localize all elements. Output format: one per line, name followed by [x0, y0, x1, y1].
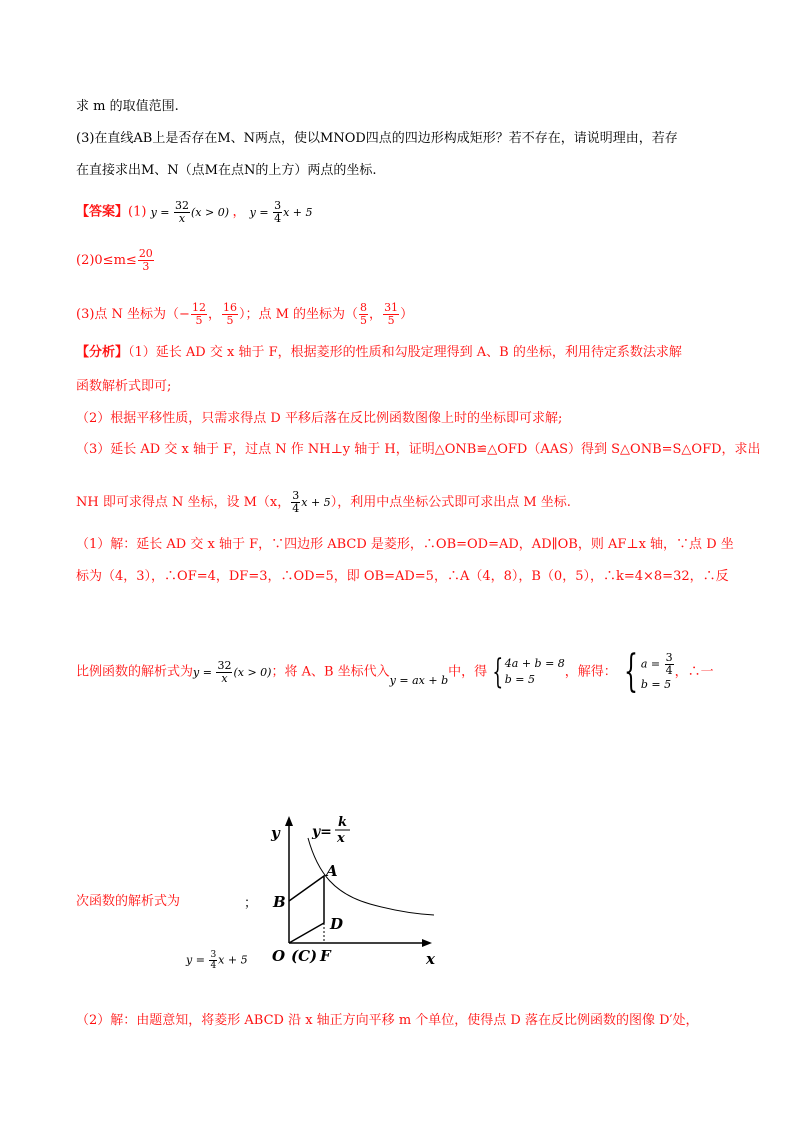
problem-line-2: (3)在直线AB上是否存在M、N两点，使以MNOD四点的四边形构成矩形？若不存在，请说明理由，若存	[76, 131, 678, 146]
solution-inverse-function	[193, 659, 272, 685]
left-brace-icon: {	[492, 652, 504, 692]
frac-den: 4	[292, 502, 300, 515]
frac-den: x	[178, 212, 186, 225]
solution-b: b = 5	[640, 677, 672, 691]
frac-den: x	[221, 672, 228, 685]
frac-den: 4	[665, 663, 673, 677]
fraction-8-5	[359, 302, 368, 327]
frac-num: 12	[191, 301, 206, 314]
fraction-32-x	[216, 660, 232, 685]
analysis-p2: （2）根据平移性质，只需求得点 D 平移后落在反比例函数图像上时的坐标即可求解;	[76, 411, 563, 426]
curve-label-den: x	[337, 831, 345, 846]
answer-part3-text-a: (3)点 N 坐标为（−	[76, 307, 190, 322]
curve-label-prefix: y=	[312, 824, 332, 840]
fraction-3-4	[209, 950, 217, 971]
analysis-label: 【分析】	[76, 345, 129, 360]
solution-s3-text-b: ；将 A、B 坐标代入	[271, 664, 390, 680]
answer-part-1	[76, 200, 313, 225]
y-axis-arrow-icon	[285, 816, 293, 826]
x-axis-arrow-icon	[422, 939, 432, 947]
frac-den: 5	[195, 314, 203, 327]
label-f: F	[320, 947, 331, 965]
frac-den: 4	[274, 212, 282, 225]
solution-a-lhs: a =	[640, 657, 661, 670]
problem-line-1: 求 m 的取值范围.	[76, 99, 179, 114]
analysis-p3b-text-b: ），利用中点坐标公式即可求出点 M 坐标.	[330, 495, 571, 510]
eq-tail: x + 5	[301, 496, 331, 509]
solution-s1: （1）解：延长 AD 交 x 轴于 F，∵四边形 ABCD 是菱形，∴OB=OD=AD，AD∥OB，则 AF⊥x 轴，∵点 D 坐	[76, 537, 734, 552]
answer-part2-text: (2)0≤m≤	[76, 253, 137, 268]
solution-s4	[76, 893, 180, 911]
left-brace-icon: {	[623, 646, 638, 697]
solution-s3-text-e: ，∴一	[674, 664, 714, 680]
fraction-12-5	[191, 302, 207, 327]
answer-part3-text-b: ）；点 M 的坐标为（	[238, 307, 359, 322]
solution-s2: 标为（4，3），∴OF=4，DF=3，∴OD=5，即 OB=AD=5，∴A（4，8），B（0，5），∴k=4×8=32，∴反	[76, 569, 729, 584]
solution-s3	[76, 646, 714, 697]
coordinate-figure	[260, 812, 450, 972]
label-b: B	[273, 893, 286, 911]
answer-linear-function	[249, 199, 313, 225]
eq-tail: x + 5	[218, 953, 248, 967]
frac-num: 32	[175, 199, 190, 212]
frac-num: 3	[292, 489, 300, 502]
frac-num: 20	[138, 247, 153, 260]
solution-s3-text-d: ，解得：	[564, 664, 617, 680]
system-eq-2: b = 5	[504, 673, 536, 686]
eq-condition: (x > 0)	[191, 205, 230, 219]
answer-part-2	[76, 248, 155, 273]
frac-den: 5	[387, 314, 395, 327]
frac-den: 4	[210, 961, 217, 971]
analysis-p3b	[76, 490, 571, 515]
solution-linear-function	[186, 950, 248, 971]
frac-num: 16	[222, 301, 237, 314]
eq-condition: (x > 0)	[233, 665, 272, 679]
answer-inverse-function	[150, 199, 233, 225]
label-d: D	[330, 915, 344, 933]
label-a: A	[326, 862, 338, 880]
frac-num: 32	[217, 659, 232, 672]
analysis-p1	[76, 344, 682, 362]
frac-num: 3	[210, 950, 217, 960]
solution-s4-semicolon: ；	[244, 896, 258, 911]
equation-system	[487, 652, 565, 692]
eq-lhs: y =	[186, 953, 205, 967]
answer-label: 【答案】	[76, 204, 129, 220]
analysis-p1-text: （1）延长 AD 交 x 轴于 F，根据菱形的性质和勾股定理得到 A、B 的坐标，利用待定系数法求解	[128, 345, 682, 360]
label-y: y	[271, 824, 280, 842]
curve-label-num: k	[338, 815, 348, 830]
analysis-p3: （3）延长 AD 交 x 轴于 F，过点 N 作 NH⊥y 轴于 H，证明△ONB≌△OFD（AAS）得到 S△ONB=S△OFD，求出	[76, 442, 761, 457]
answer-part-3	[76, 302, 413, 327]
frac-den: 5	[226, 314, 234, 327]
fraction-3-4	[291, 490, 300, 515]
solution-s3-text-a: 比例函数的解析式为	[76, 664, 194, 680]
frac-num: 8	[360, 301, 368, 314]
solution-s3-text-c: 中，得	[448, 664, 488, 680]
label-x: x	[426, 950, 435, 968]
eq-lhs: y =	[193, 665, 212, 679]
solution-s5: （2）解：由题意知，将菱形 ABCD 沿 x 轴正方向平移 m 个单位，使得点 D 落在反比例函数的图像 D′处，	[76, 1013, 699, 1028]
label-o: O	[272, 947, 286, 965]
eq-tail: x + 5	[283, 205, 313, 219]
frac-num: 3	[665, 650, 673, 664]
analysis-p1b: 函数解析式即可;	[76, 379, 172, 394]
fraction-32-x	[174, 200, 190, 225]
fraction-31-5	[383, 302, 399, 327]
system-eq-1: 4a + b = 8	[504, 657, 565, 670]
frac-num: 3	[274, 199, 282, 212]
eq-lhs: y =	[249, 205, 269, 219]
eq-lhs: y =	[150, 205, 170, 219]
solution-s4-text: 次函数的解析式为	[76, 894, 181, 909]
problem-line-3: 在直接求出M、N（点M在点N的上方）两点的坐标.	[76, 163, 377, 178]
rhombus-abcd	[289, 876, 324, 943]
fraction-3-4	[665, 652, 674, 677]
separator: ，	[232, 204, 246, 220]
analysis-p3b-text-a: NH 即可求得点 N 坐标，设 M（x，	[76, 495, 291, 510]
fraction-16-5	[222, 302, 238, 327]
comma: ，	[207, 307, 221, 322]
answer-part1-prefix: (1)	[128, 204, 147, 220]
answer-part3-text-c: ）	[400, 307, 414, 322]
label-c: (C)	[291, 947, 318, 965]
frac-den: 3	[142, 260, 150, 273]
solution-system	[617, 646, 675, 697]
fraction-20-3	[138, 248, 154, 273]
eq-general-linear: y = ax + b	[389, 673, 449, 687]
frac-num: 31	[384, 301, 399, 314]
frac-den: 5	[360, 314, 368, 327]
comma: ，	[369, 307, 383, 322]
fraction-3-4	[273, 200, 282, 225]
